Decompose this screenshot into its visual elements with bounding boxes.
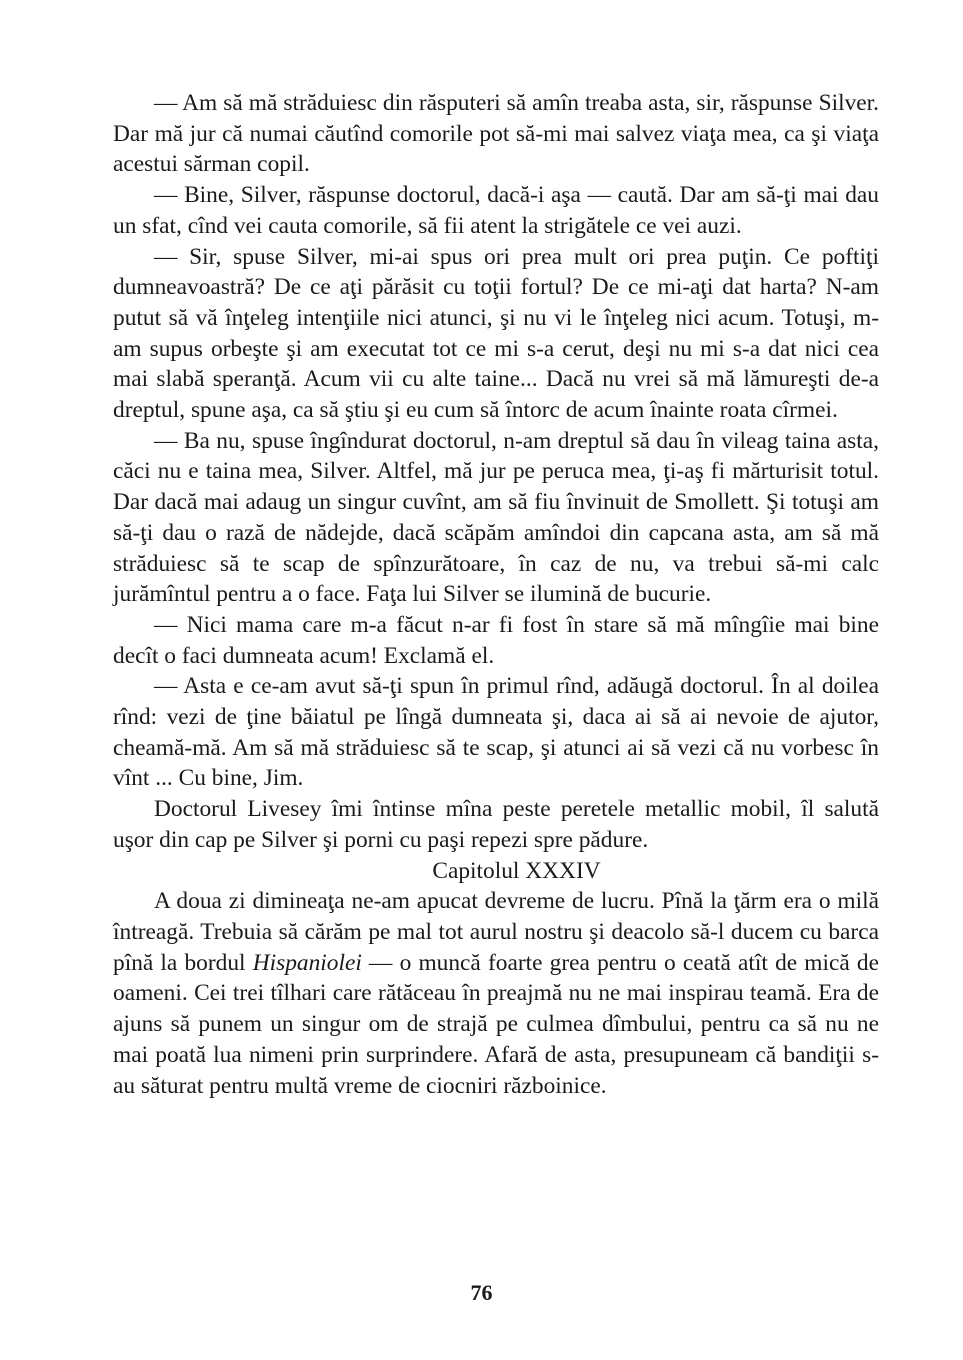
paragraph-1: — Am să mă străduiesc din răsputeri să amîn treaba asta, sir, răspunse Silver. Dar mă jur că numai căutînd comorile pot să-mi mai salvez viaţa mea, ca şi viaţa acestui sărman copil. [113,90,879,178]
ship-name: Hispaniolei [252,949,362,976]
paragraph-4: — Ba nu, spuse îngîndurat doctorul, n-am dreptul să dau în vileag taina asta, căci nu e taina mea, Silver. Altfel, mă jur pe peruca mea, ţi-aş fi mărturisit totul. Dar dacă mai adaug un singur cuvînt, am să fiu învinuit de Smollett. Şi totuşi am să-ţi dau o rază de nădejde, dacă scăpăm amîndoi din capcana asta, am să mă străduiesc să te scap de spînzurătoare, în caz de nu, va trebui să-mi calc jurămîntul pentru a o face. Faţa lui Silver se ilumină de bucurie. [113,427,879,608]
paragraph-5: — Nici mama care m-a făcut n-ar fi fost în stare să mă mîngîie mai bine decît o faci dumneata acum! Exclamă el. [113,611,879,669]
page-body [113,88,879,1101]
chapter-paragraph-start: A doua zi dimineaţa ne-am apucat devreme de lucru. Pînă la ţărm era o milă întreagă. Trebuia să cărăm pe mal tot aurul nostru şi deacolo să-l ducem cu barca pînă la bordul [113,888,879,976]
page-number: 76 [470,1280,493,1305]
chapter-paragraph-end: — o muncă foarte grea pentru o ceată atît de mică de oameni. Cei trei tîlhari care rătăceau în preajmă nu ne mai inspirau teamă. Era de ajuns să punem un singur om de strajă pe culmea dîmbului, pentru ca să nu ne mai poată lua nimeni prin surprindere. Afară de asta, presupuneam că bandiţii s-au săturat pentru multă vreme de ciocniri războinice. [113,949,880,1099]
paragraph-2: — Bine, Silver, răspunse doctorul, dacă-i aşa — caută. Dar am să-ţi mai dau un sfat, cînd vei cauta comorile, să fii atent la strigătele ce vei auzi. [113,182,879,239]
paragraph-3: — Sir, spuse Silver, mi-ai spus ori prea mult ori prea puţin. Ce poftiţi dumneavoastră? De ce aţi părăsit cu toţii fortul? De ce mi-aţi dat harta? N-am putut să vă înţeleg intenţiile nici atunci, şi nu vi le înţeleg nici acum. Totuşi, m-am supus orbeşte şi am executat tot ce mi s-a cerut, deşi nu mi s-a dat nici cea mai slabă speranţă. Acum vii cu alte taine... Dacă nu vrei să mă lămureşti de-a dreptul, spune aşa, ca să ştiu şi eu cum să întorc de acum înainte roata cîrmei. [113,243,879,424]
paragraph-6: — Asta e ce-am avut să-ţi spun în primul rînd, adăugă doctorul. În al doilea rînd: vezi de ţine băiatul pe lîngă dumneata şi, daca ai să ai nevoie de ajutor, cheamă-mă. Am să mă străduiesc să te scap, şi atunci ai să vezi că nu vorbesc în vînt ... Cu bine, Jim. [113,673,879,792]
chapter-title: Capitolul XXXIV [432,857,601,884]
chapter-paragraph [113,886,879,1101]
paragraph-7: Doctorul Livesey îmi întinse mîna peste peretele metallic mobil, îl salută uşor din cap pe Silver şi porni cu paşi repezi spre pădure. [113,796,879,853]
